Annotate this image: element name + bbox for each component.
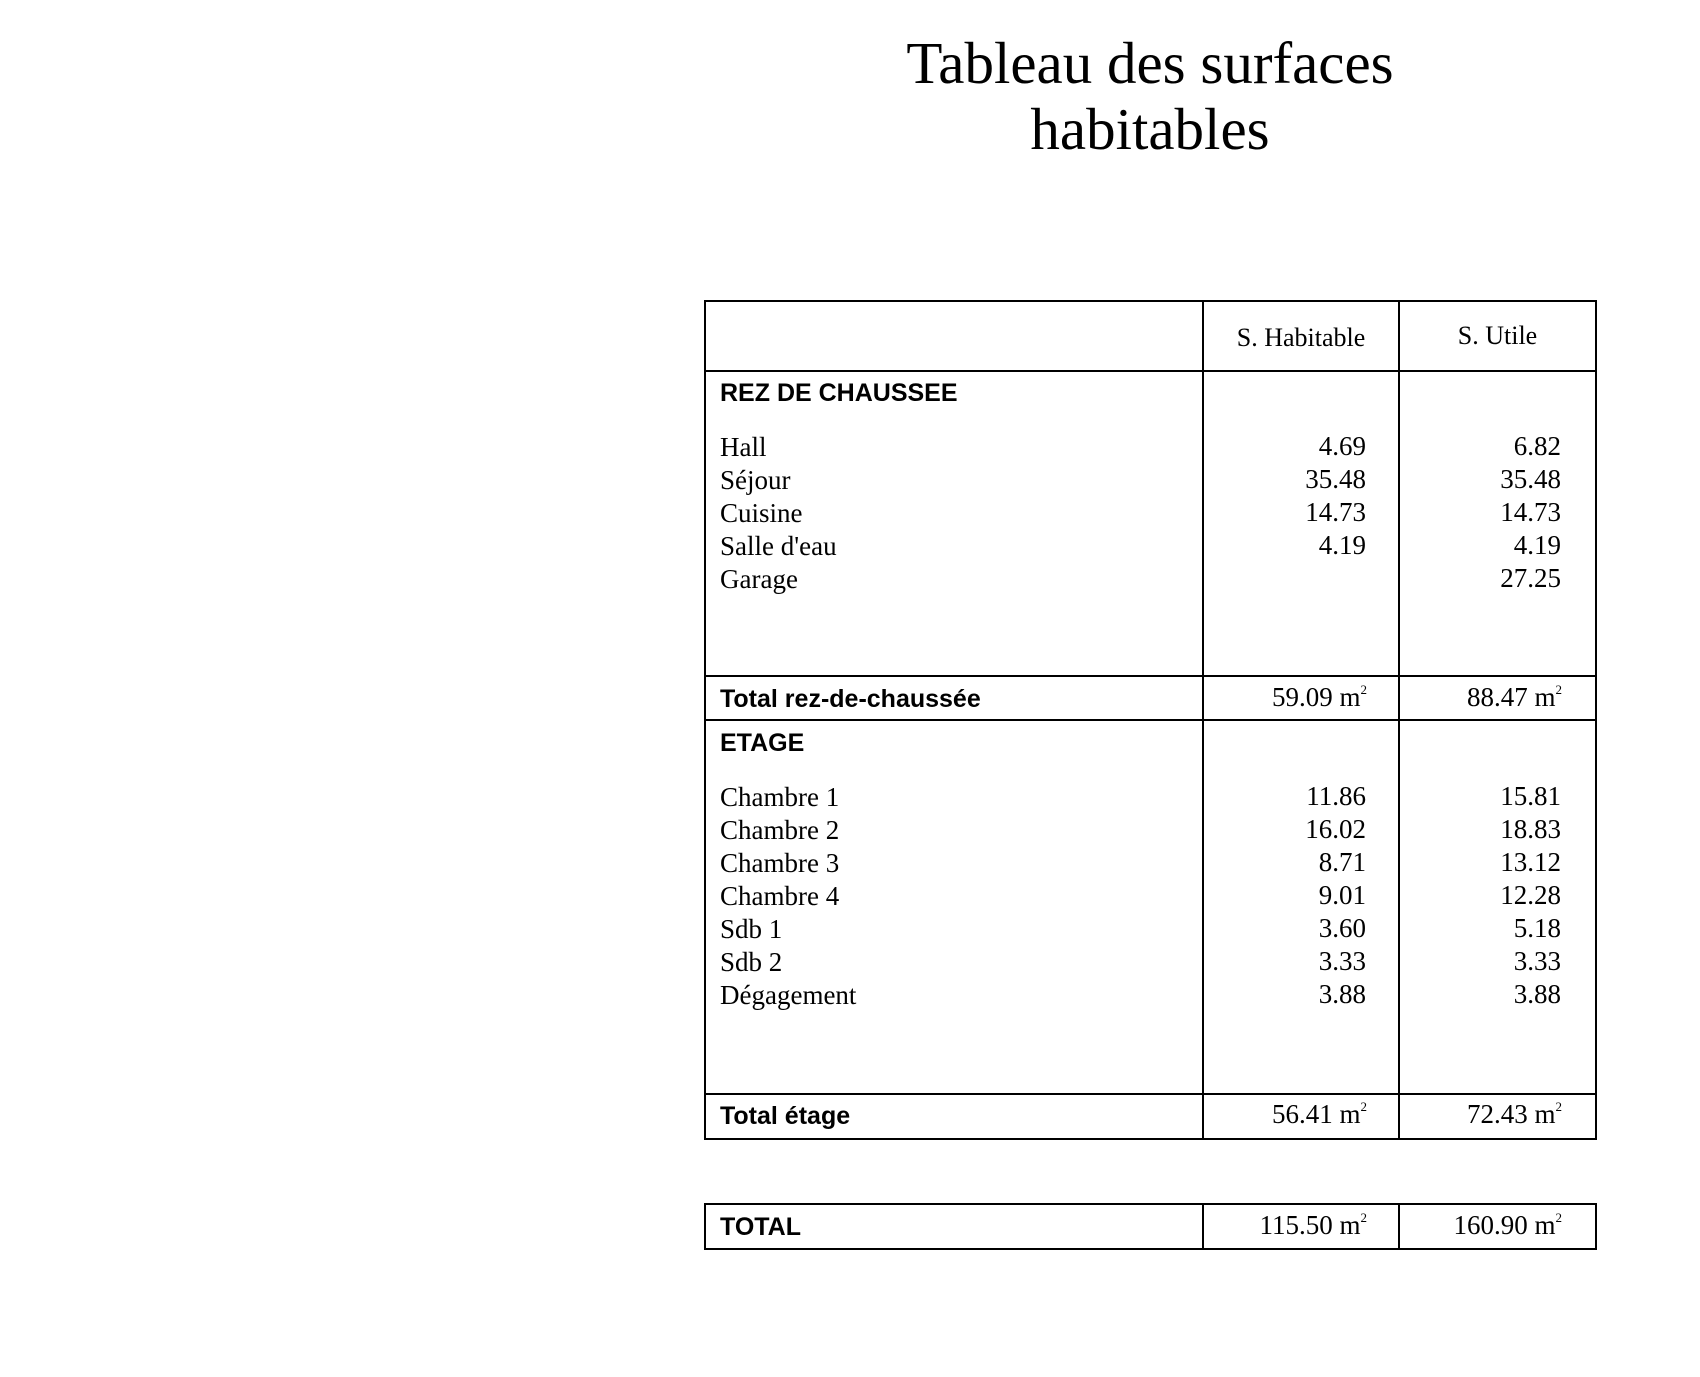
habitable-value: 9.01 [1318,880,1366,910]
table-border-bottom [704,1138,1597,1140]
room-label: Chambre 1 [720,782,840,812]
room-label: Hall [720,432,767,462]
room-label: Garage [720,564,798,594]
room-label: Chambre 2 [720,815,840,845]
utile-value: 14.73 [1500,497,1561,527]
habitable-value [1204,562,1366,595]
grand-total-habitable [1204,1210,1367,1241]
etage-total-utile [1400,1099,1562,1130]
room-label: Chambre 4 [720,881,840,911]
room-label: Cuisine [720,498,803,528]
rdc-habitable-values [1204,430,1366,595]
etage-total-habitable [1204,1099,1367,1130]
total-value: 160.90 [1453,1210,1528,1240]
grand-total-border-top [704,1203,1597,1205]
utile-value: 5.18 [1513,913,1561,943]
unit-exponent: 2 [1360,1099,1367,1114]
total-value: 56.41 [1271,1099,1333,1129]
utile-value: 12.28 [1500,880,1561,910]
room-label: Sdb 2 [720,947,783,977]
habitable-value: 11.86 [1306,781,1366,811]
etage-utile-values [1400,780,1561,1011]
total-value: 59.09 [1271,682,1333,712]
room-label: Sdb 1 [720,914,783,944]
unit-exponent: 2 [1360,682,1367,697]
total-value: 72.43 [1466,1099,1528,1129]
header-habitable: S. Habitable [1236,323,1366,352]
grand-total-label: TOTAL [720,1213,802,1241]
utile-value: 13.12 [1500,847,1561,877]
utile-value: 35.48 [1500,464,1561,494]
title-line-2: habitables [1030,96,1270,162]
etage-total-top-divider [704,1093,1597,1095]
unit-exponent: 2 [1360,1210,1367,1225]
header-divider [704,370,1597,372]
grand-total-border-right [1595,1203,1597,1250]
unit-exponent: 2 [1555,1210,1562,1225]
etage-habitable-values [1204,780,1366,1011]
rdc-total-habitable [1204,682,1367,713]
utile-value: 27.25 [1500,563,1561,593]
habitable-value: 14.73 [1305,497,1366,527]
habitable-value: 3.60 [1318,913,1366,943]
utile-value: 3.88 [1513,979,1561,1009]
unit: m [1339,1099,1361,1129]
habitable-value: 8.71 [1318,847,1366,877]
page-title [860,30,1440,162]
grand-total-utile [1400,1210,1562,1241]
room-label: Salle d'eau [720,531,837,561]
etage-total-label: Total étage [720,1102,851,1130]
unit-exponent: 2 [1555,682,1562,697]
unit: m [1339,682,1361,712]
unit: m [1534,1099,1556,1129]
unit: m [1534,1210,1556,1240]
rdc-total-bottom-divider [704,719,1597,721]
etage-labels [720,781,856,1012]
grand-total-border-bottom [704,1248,1597,1250]
utile-value: 4.19 [1513,530,1561,560]
rdc-labels [720,431,837,596]
grand-total-border-left [704,1203,706,1250]
etage-heading: ETAGE [720,729,805,757]
room-label: Dégagement [720,980,857,1010]
unit: m [1534,682,1556,712]
unit-exponent: 2 [1555,1099,1562,1114]
rdc-utile-values [1400,430,1561,595]
room-label: Séjour [720,465,791,495]
utile-value: 6.82 [1513,431,1561,461]
rdc-total-label: Total rez-de-chaussée [720,685,981,713]
utile-value: 18.83 [1500,814,1561,844]
habitable-value: 4.69 [1318,431,1366,461]
rdc-total-top-divider [704,675,1597,677]
total-value: 115.50 [1259,1210,1333,1240]
habitable-value: 35.48 [1305,464,1366,494]
total-value: 88.47 [1466,682,1528,712]
utile-value: 3.33 [1513,946,1561,976]
habitable-value: 3.33 [1318,946,1366,976]
rdc-total-utile [1400,682,1562,713]
rdc-heading: REZ DE CHAUSSEE [720,379,958,407]
habitable-value: 4.19 [1318,530,1366,560]
header-utile: S. Utile [1457,321,1538,350]
title-line-1: Tableau des surfaces [906,30,1394,96]
unit: m [1339,1210,1361,1240]
habitable-value: 16.02 [1305,814,1366,844]
room-label: Chambre 3 [720,848,840,878]
table-border-top [704,300,1597,302]
utile-value: 15.81 [1500,781,1561,811]
habitable-value: 3.88 [1318,979,1366,1009]
